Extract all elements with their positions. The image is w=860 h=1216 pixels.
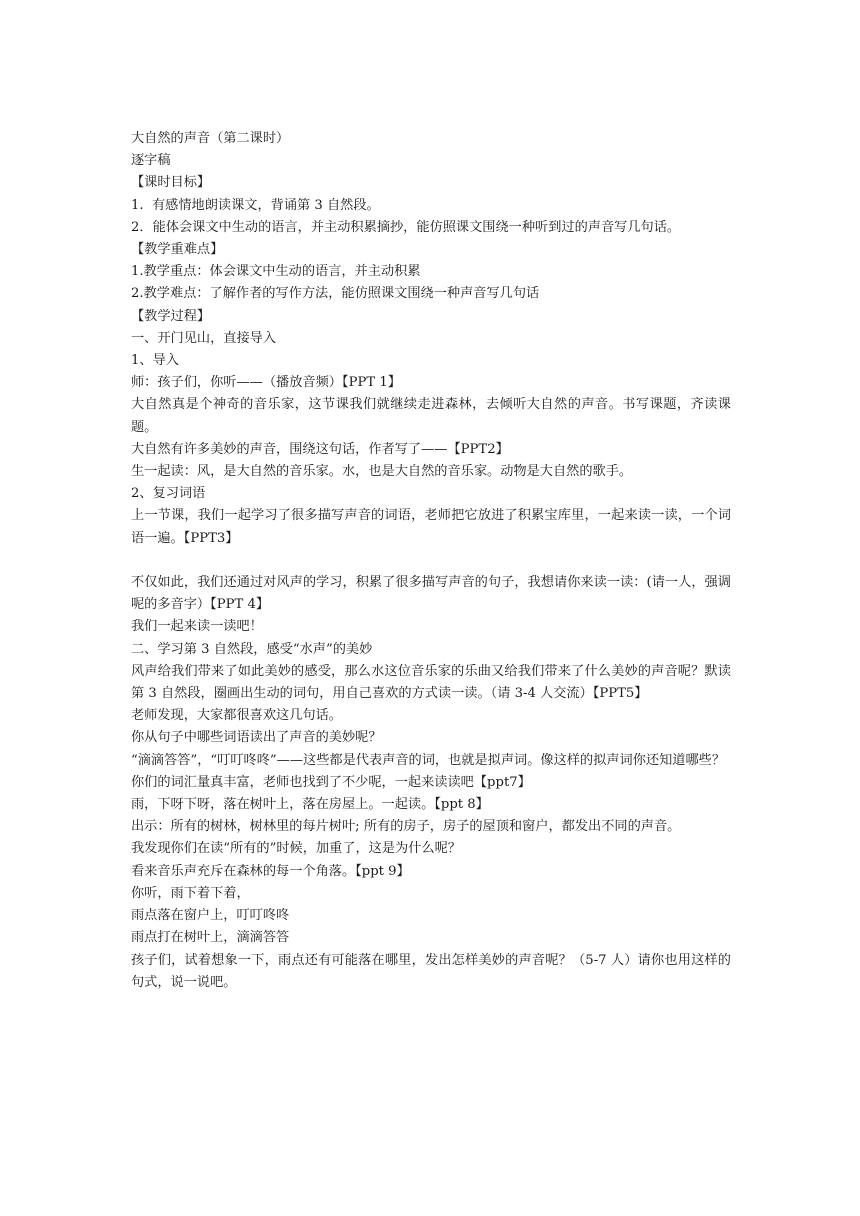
paragraph: 你从句子中哪些词语读出了声音的美妙呢？	[131, 730, 382, 746]
paragraph: 一、开门见山，直接导入	[131, 330, 277, 346]
paragraph: 看来音乐声充斥在森林的每一个角落。【ppt 9】	[131, 863, 410, 879]
paragraph: 你听，雨下着下着，	[131, 885, 250, 901]
document-subtitle: 逐字稿	[131, 153, 171, 169]
document-title: 大自然的声音（第二课时）	[131, 131, 290, 146]
paragraph: 不仅如此，我们还通过对风声的学习，积累了很多描写声音的句子，我想请你来读一读：(请一人，强调呢的多音字）【PPT 4】	[131, 575, 731, 613]
paragraph: 生一起读：风，是大自然的音乐家。水，也是大自然的音乐家。动物是大自然的歌手。	[131, 464, 633, 480]
section-heading-process: 【教学过程】	[131, 308, 211, 324]
paragraph: 我们一起来读一读吧！	[131, 619, 263, 635]
paragraph: 2、复习词语	[131, 486, 206, 502]
paragraph: 二、学习第 3 自然段，感受“水声”的美妙	[131, 641, 373, 657]
paragraph: 大自然真是个神奇的音乐家，这节课我们就继续走进森林，去倾听大自然的声音。书写课题，齐读课题。	[131, 397, 731, 435]
paragraph: 孩子们，试着想象一下，雨点还有可能落在哪里，发出怎样美妙的声音呢？（5-7 人）请你也用这样的句式，说一说吧。	[131, 952, 731, 990]
paragraph: 你们的词汇量真丰富，老师也找到了不少呢，一起来读读吧【ppt7】	[131, 774, 531, 790]
paragraph: 雨点打在树叶上，滴滴答答	[131, 930, 290, 946]
paragraph: 雨，下呀下呀，落在树叶上，落在房屋上。一起读。【ppt 8】	[131, 797, 489, 813]
paragraph: 2．能体会课文中生动的语言，并主动积累摘抄，能仿照课文围绕一种听到过的声音写几句话。	[131, 219, 681, 235]
paragraph: 出示：所有的树林，树林里的每片树叶; 所有的房子，房子的屋顶和窗户，都发出不同的声音。	[131, 819, 681, 835]
paragraph: 1.教学重点：体会课文中生动的语言，并主动积累	[131, 264, 421, 280]
paragraph: 风声给我们带来了如此美妙的感受，那么水这位音乐家的乐曲又给我们带来了什么美妙的声音呢？默读第 3 自然段，圈画出生动的词句，用自己喜欢的方式读一读。（请 3-4 人交流）【PPT5】	[131, 663, 731, 702]
paragraph: 2.教学难点：了解作者的写作方法，能仿照课文围绕一种声音写几句话	[131, 286, 540, 302]
paragraph: 雨点落在窗户上，叮叮咚咚	[131, 908, 290, 924]
paragraph: 老师发现，大家都很喜欢这几句话。	[131, 708, 342, 724]
blank-line	[131, 550, 731, 572]
paragraph: “滴滴答答”，“叮叮咚咚”——这些都是代表声音的词，也就是拟声词。像这样的拟声词你还知道哪些？	[131, 752, 726, 768]
paragraph: 上一节课，我们一起学习了很多描写声音的词语，老师把它放进了积累宝库里，一起来读一读，一个词语一遍。【PPT3】	[131, 508, 731, 546]
paragraph: 我发现你们在读“所有的”时候，加重了，这是为什么呢？	[131, 841, 461, 857]
paragraph: 1. 有感情地朗读课文，背诵第 3 自然段。	[131, 197, 380, 213]
section-heading-key-points: 【教学重难点】	[131, 242, 224, 258]
paragraph: 师：孩子们，你听——（播放音频）【PPT 1】	[131, 375, 401, 391]
paragraph: 1、导入	[131, 353, 179, 369]
section-heading-objectives: 【课时目标】	[131, 175, 211, 191]
paragraph: 大自然有许多美妙的声音，围绕这句话，作者写了——【PPT2】	[131, 441, 509, 457]
document-body	[131, 128, 731, 994]
